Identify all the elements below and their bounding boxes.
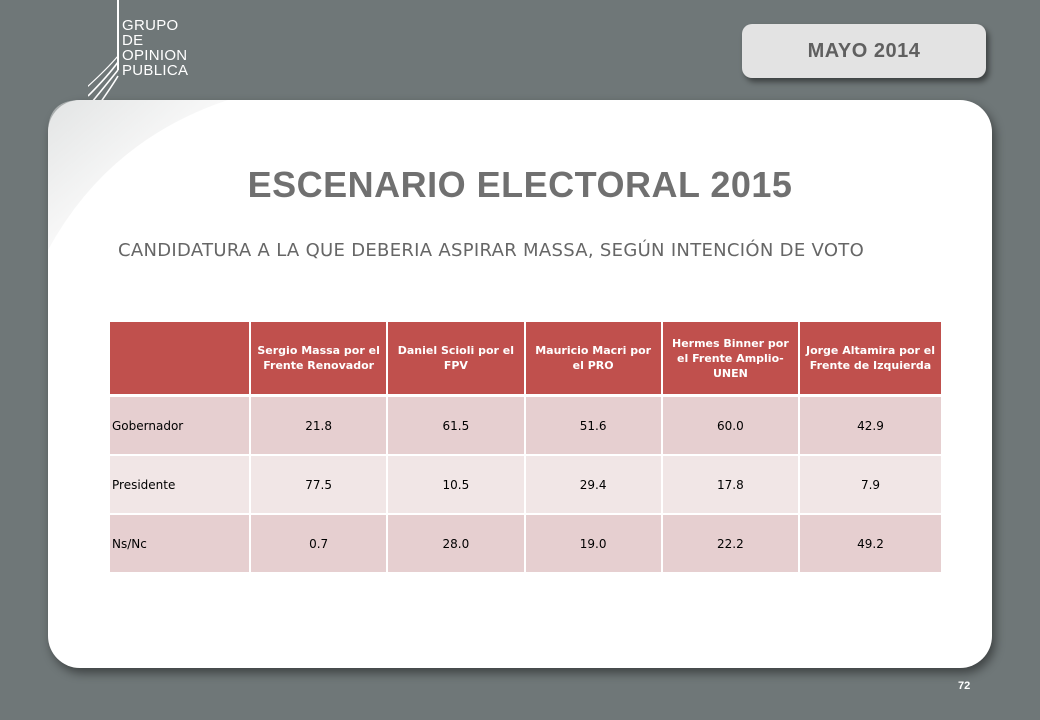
row-label: Presidente [110,455,250,514]
table-cell: 61.5 [387,396,524,456]
column-header: Mauricio Macri por el PRO [525,322,662,396]
column-header: Jorge Altamira por el Frente de Izquierda [799,322,941,396]
page-title: ESCENARIO ELECTORAL 2015 [247,164,793,205]
table-cell: 7.9 [799,455,941,514]
table-cell: 60.0 [662,396,799,456]
date-badge: MAYO 2014 [742,24,986,78]
row-label: Gobernador [110,396,250,456]
page-number: 72 [958,680,971,692]
column-header: Sergio Massa por el Frente Renovador [250,322,387,396]
table-header-row [110,322,941,396]
table-cell: 42.9 [799,396,941,456]
table-cell: 0.7 [250,514,387,573]
row-label: Ns/Nc [110,514,250,573]
table-cell: 28.0 [387,514,524,573]
column-header: Daniel Scioli por el FPV [387,322,524,396]
logo-line: DE [122,32,144,49]
table-cell: 22.2 [662,514,799,573]
table-cell: 51.6 [525,396,662,456]
table-row [110,455,941,514]
table-cell: 29.4 [525,455,662,514]
logo-line: PUBLICA [122,62,189,79]
page-subtitle: CANDIDATURA A LA QUE DEBERIA ASPIRAR MASSA, SEGÚN INTENCIÓN DE VOTO [118,240,865,261]
results-table [110,322,941,574]
logo-line: GRUPO [122,17,179,34]
table-cell: 17.8 [662,455,799,514]
column-header [110,322,250,396]
table-cell: 77.5 [250,455,387,514]
table-cell: 21.8 [250,396,387,456]
content-card [48,100,992,668]
column-header: Hermes Binner por el Frente Amplio-UNEN [662,322,799,396]
logo-line: OPINION [122,47,188,64]
table-row [110,396,941,456]
table-row [110,514,941,573]
table-cell: 49.2 [799,514,941,573]
table-cell: 19.0 [525,514,662,573]
table-cell: 10.5 [387,455,524,514]
logo [122,18,212,78]
